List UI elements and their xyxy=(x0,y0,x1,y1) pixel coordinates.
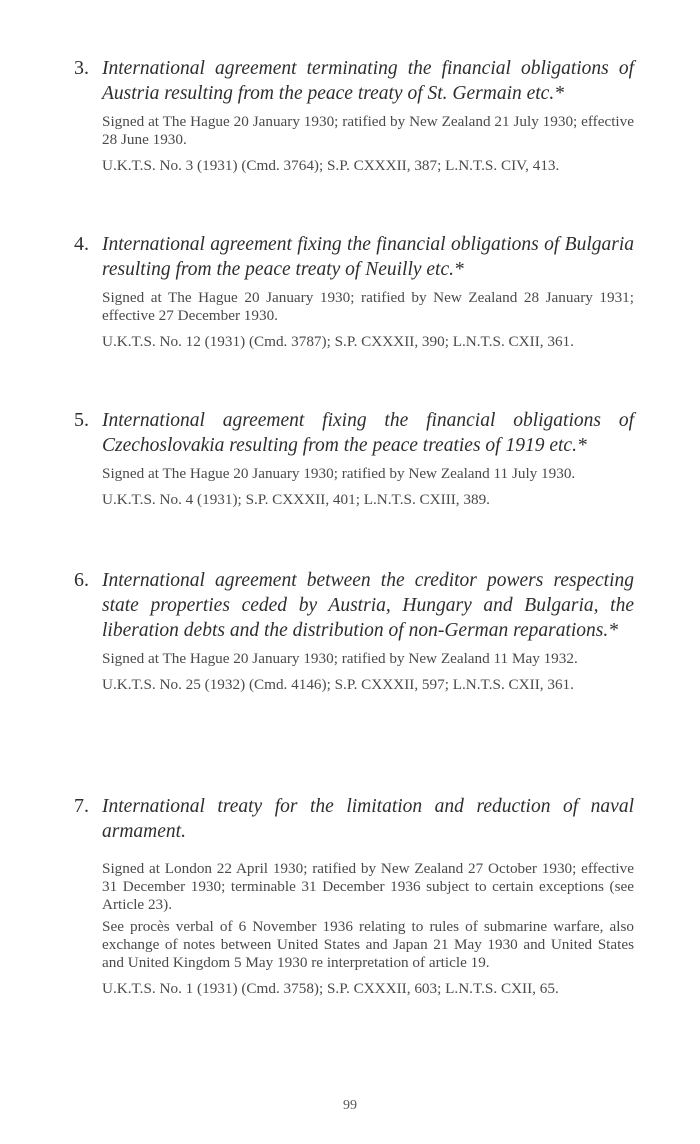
treaty-series-reference: U.K.T.S. No. 12 (1931) (Cmd. 3787); S.P. CXXXII, 390; L.N.T.S. CXII, 361. xyxy=(102,333,574,350)
signing-details: Signed at The Hague 20 January 1930; ratified by New Zealand 28 January 1931; effective 27 December 1930. xyxy=(102,289,634,324)
treaty-title-text: International agreement fixing the financial obligations of Czechoslovakia resulting from the peace treaties of 1919 etc.* xyxy=(102,410,634,456)
treaty-title xyxy=(74,56,634,106)
treaty-title xyxy=(74,232,634,282)
entry-number: 5. xyxy=(74,409,89,431)
entry-number: 6. xyxy=(74,569,89,591)
page-number: 99 xyxy=(343,1098,357,1113)
treaty-series-reference: U.K.T.S. No. 25 (1932) (Cmd. 4146); S.P. CXXXII, 597; L.N.T.S. CXII, 361. xyxy=(102,676,574,693)
treaty-title xyxy=(74,794,634,844)
entry-number: 4. xyxy=(74,233,89,255)
treaty-entry xyxy=(74,568,634,694)
treaty-entry xyxy=(74,56,634,175)
treaty-series-reference: U.K.T.S. No. 4 (1931); S.P. CXXXII, 401; L.N.T.S. CXIII, 389. xyxy=(102,491,490,508)
treaty-title-text: International agreement terminating the financial obligations of Austria resulting from the peace treaty of St. Germain etc.* xyxy=(102,58,634,104)
entry-number: 7. xyxy=(74,795,89,817)
entry-number: 3. xyxy=(74,57,89,79)
treaty-title xyxy=(74,408,634,458)
signing-details: Signed at The Hague 20 January 1930; ratified by New Zealand 21 July 1930; effective 28 June 1930. xyxy=(102,113,634,148)
treaty-entry xyxy=(74,794,634,998)
treaty-note: See procès verbal of 6 November 1936 relating to rules of submarine warfare, also exchange of notes between United States and Japan 21 May 1930 and United States and United Kingdom 5 May 1930 re interpretation of article 19. xyxy=(102,918,634,971)
signing-details: Signed at The Hague 20 January 1930; ratified by New Zealand 11 May 1932. xyxy=(102,650,578,667)
treaty-series-reference: U.K.T.S. No. 3 (1931) (Cmd. 3764); S.P. CXXXII, 387; L.N.T.S. CIV, 413. xyxy=(102,157,560,174)
signing-details: Signed at The Hague 20 January 1930; ratified by New Zealand 11 July 1930. xyxy=(102,465,576,482)
treaty-entry xyxy=(74,408,634,509)
treaty-series-reference: U.K.T.S. No. 1 (1931) (Cmd. 3758); S.P. CXXXII, 603; L.N.T.S. CXII, 65. xyxy=(102,980,559,997)
treaty-title-text: International treaty for the limitation and reduction of naval armament. xyxy=(102,796,634,842)
treaty-title-text: International agreement between the creditor powers respecting state properties ceded by Austria, Hungary and Bulgaria, the liberation debts and the distribution of non-German reparations.* xyxy=(102,570,634,641)
treaty-title-text: International agreement fixing the financial obligations of Bulgaria resulting from the peace treaty of Neuilly etc.* xyxy=(102,234,634,280)
treaty-title xyxy=(74,568,634,643)
treaty-entry xyxy=(74,232,634,351)
signing-details: Signed at London 22 April 1930; ratified by New Zealand 27 October 1930; effective 31 December 1930; terminable 31 December 1936 subject to certain exceptions (see Article 23). xyxy=(102,860,634,913)
